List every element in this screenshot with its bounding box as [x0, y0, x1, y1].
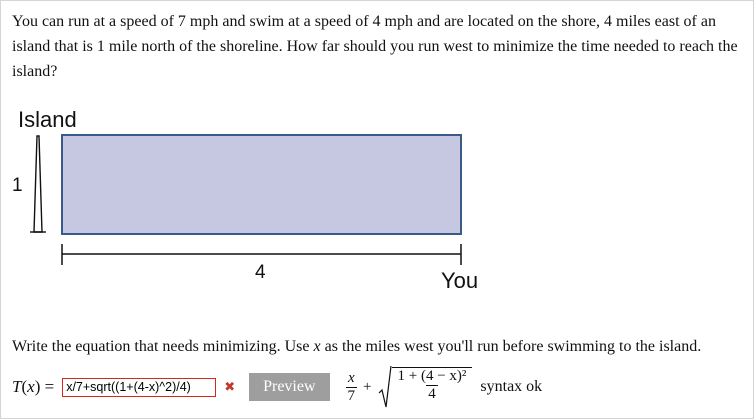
island-height-marker — [34, 136, 42, 232]
you-label: You — [441, 268, 479, 293]
preview-plus: + — [363, 378, 372, 395]
preview-sqrt — [378, 365, 473, 409]
diagram — [0, 98, 520, 308]
syntax-status: syntax ok — [480, 378, 543, 395]
answer-input[interactable] — [62, 378, 216, 397]
preview-term1-denominator: 7 — [347, 387, 356, 404]
preview-button[interactable]: Preview — [249, 373, 329, 401]
prompt-text — [12, 334, 742, 359]
width-label: 4 — [255, 262, 266, 283]
preview-sqrt-fraction — [396, 368, 469, 403]
preview-term1-numerator: x — [347, 369, 355, 386]
preview-fraction-x-over-7 — [346, 370, 358, 405]
sqrt-icon — [378, 365, 392, 409]
preview-sqrt-denominator: 4 — [428, 386, 436, 402]
question-text: You can run at a speed of 7 mph and swim at a speed of 4 mph and are located on the shore, 4 miles east of an island that is 1 mile north of the shoreline. How far should you run west to minimize the time needed to reach the island? — [12, 13, 738, 80]
answer-label: T(x) = — [12, 377, 55, 396]
answer-preview — [346, 365, 473, 409]
preview-sqrt-numerator: 1 + (4 − x)² — [397, 368, 467, 384]
island-label: Island — [18, 107, 77, 132]
prompt-variable: x — [313, 338, 321, 355]
height-label: 1 — [12, 175, 23, 196]
prompt-before: Write the equation that needs minimizing. Use — [12, 338, 314, 355]
prompt-after: as the miles west you'll run before swimming to the island. — [320, 338, 702, 355]
x-mark-icon: ✖ — [224, 379, 236, 395]
region-rectangle — [62, 135, 461, 234]
answer-row — [12, 362, 747, 412]
